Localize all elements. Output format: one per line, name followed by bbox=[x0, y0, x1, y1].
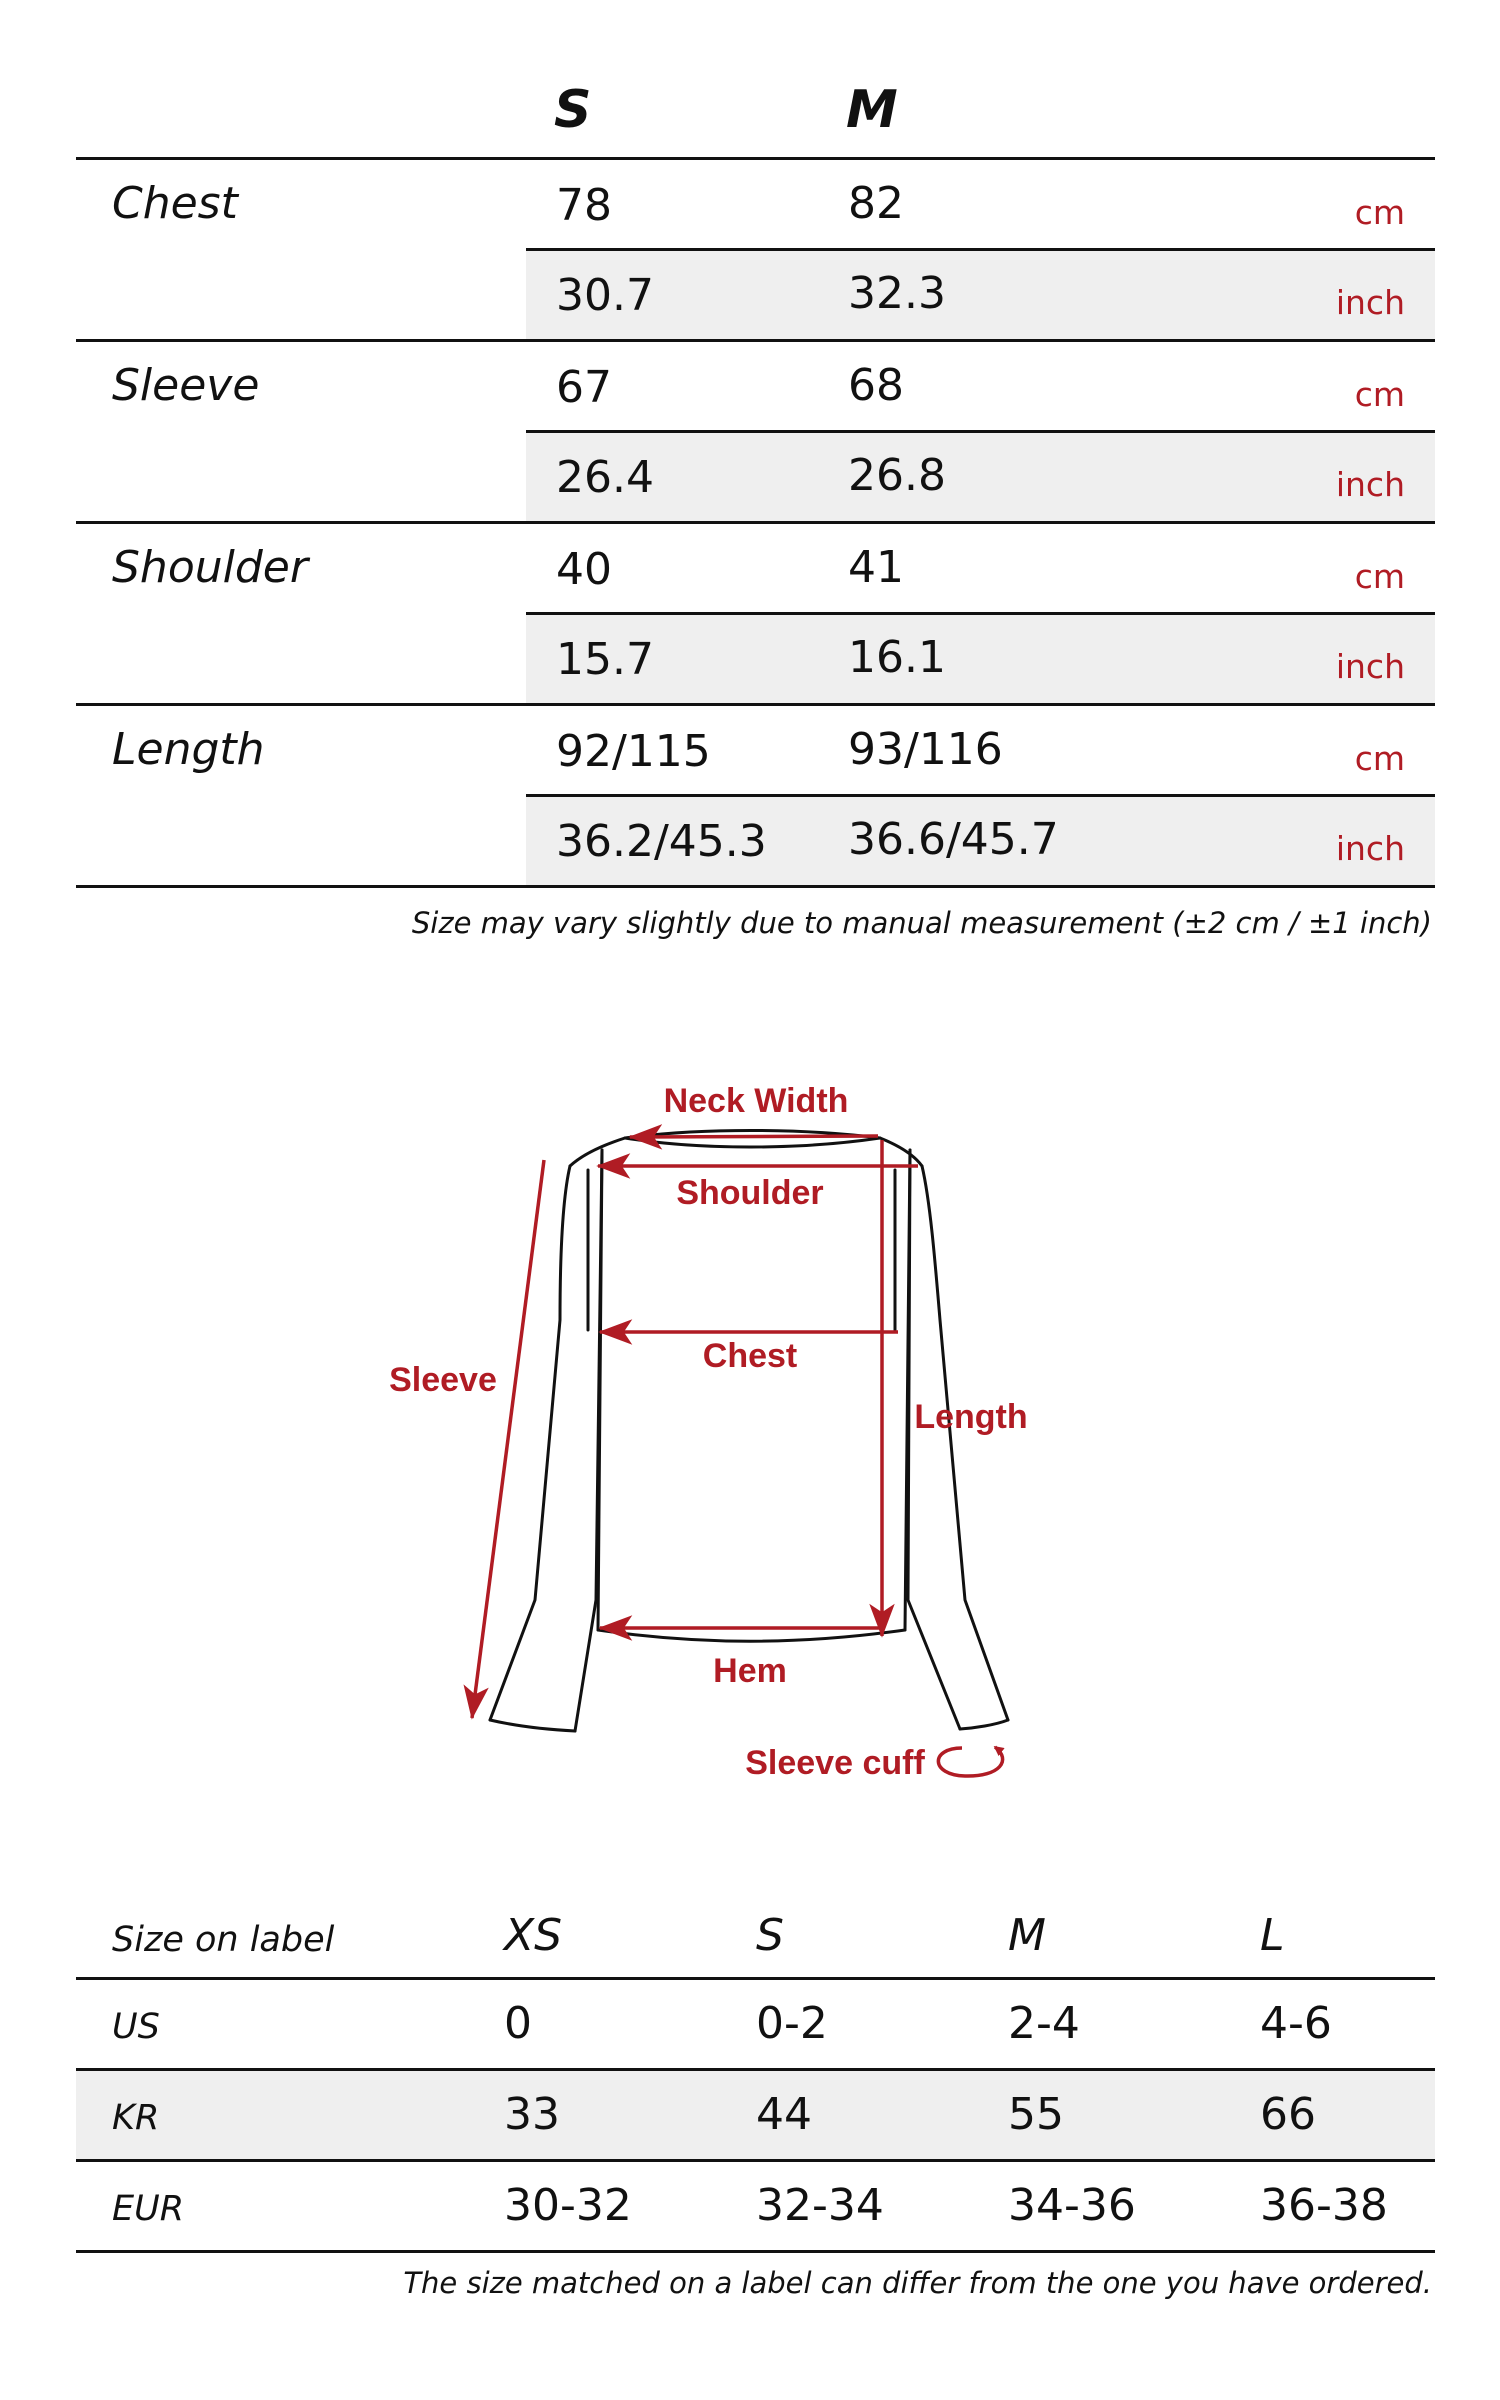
unit-cm: cm bbox=[1354, 193, 1405, 232]
label-neck-width: Neck Width bbox=[663, 1082, 849, 1120]
divider bbox=[526, 794, 1435, 797]
length-cm-m: 93/116 bbox=[848, 724, 1003, 775]
cardigan-illustration bbox=[0, 1000, 1500, 1800]
conv-header-s: S bbox=[756, 1910, 784, 1961]
conv-header-m: M bbox=[1008, 1910, 1046, 1961]
divider bbox=[526, 430, 1435, 433]
divider bbox=[76, 885, 1435, 888]
label-size-note: The size matched on a label can differ from the one you have ordered. bbox=[403, 2266, 1432, 2300]
shoulder-inch-m: 16.1 bbox=[848, 632, 946, 683]
length-cm-s: 92/115 bbox=[556, 726, 711, 777]
divider bbox=[526, 248, 1435, 251]
chest-inch-m: 32.3 bbox=[848, 268, 946, 319]
unit-inch: inch bbox=[1335, 465, 1405, 504]
divider bbox=[526, 612, 1435, 615]
shoulder-cm-m: 41 bbox=[848, 542, 904, 593]
unit-cm: cm bbox=[1354, 375, 1405, 414]
label-sleeve: Sleeve bbox=[389, 1361, 497, 1399]
eur-xs: 30-32 bbox=[504, 2180, 632, 2231]
unit-cm: cm bbox=[1354, 739, 1405, 778]
measure-label-sleeve: Sleeve bbox=[112, 360, 260, 411]
sleeve-inch-s: 26.4 bbox=[556, 452, 654, 503]
size-conversion-table bbox=[76, 1880, 1435, 2300]
eur-l: 36-38 bbox=[1260, 2180, 1388, 2231]
eur-s: 32-34 bbox=[756, 2180, 884, 2231]
eur-m: 34-36 bbox=[1008, 2180, 1136, 2231]
row-shade bbox=[526, 614, 1435, 704]
garment-diagram bbox=[0, 1000, 1500, 1800]
row-shade bbox=[526, 250, 1435, 340]
us-xs: 0 bbox=[504, 1998, 532, 2049]
row-shade bbox=[526, 432, 1435, 522]
label-hem: Hem bbox=[713, 1652, 787, 1690]
chest-inch-s: 30.7 bbox=[556, 270, 654, 321]
neck-width-arrow bbox=[630, 1136, 878, 1137]
sleeve-cuff-arrow bbox=[938, 1747, 1002, 1776]
unit-cm: cm bbox=[1354, 557, 1405, 596]
divider bbox=[76, 521, 1435, 524]
sleeve-cm-s: 67 bbox=[556, 362, 612, 413]
size-header-m: M bbox=[846, 80, 898, 140]
label-sleeve-cuff: Sleeve cuff bbox=[745, 1744, 925, 1782]
length-inch-s: 36.2/45.3 bbox=[556, 816, 767, 867]
kr-xs: 33 bbox=[504, 2089, 560, 2140]
region-eur: EUR bbox=[112, 2189, 185, 2229]
unit-inch: inch bbox=[1335, 283, 1405, 322]
sleeve-cm-m: 68 bbox=[848, 360, 904, 411]
label-length: Length bbox=[914, 1398, 1028, 1436]
chest-cm-m: 82 bbox=[848, 178, 904, 229]
length-inch-m: 36.6/45.7 bbox=[848, 814, 1059, 865]
conv-header-l: L bbox=[1260, 1910, 1285, 1961]
kr-s: 44 bbox=[756, 2089, 812, 2140]
region-kr: KR bbox=[112, 2098, 160, 2138]
us-s: 0-2 bbox=[756, 1998, 828, 2049]
size-header-s: S bbox=[554, 80, 592, 140]
shoulder-cm-s: 40 bbox=[556, 544, 612, 595]
sleeve-inch-m: 26.8 bbox=[848, 450, 946, 501]
measure-label-shoulder: Shoulder bbox=[112, 542, 308, 593]
divider bbox=[76, 339, 1435, 342]
unit-inch: inch bbox=[1335, 829, 1405, 868]
divider bbox=[76, 703, 1435, 706]
kr-l: 66 bbox=[1260, 2089, 1316, 2140]
label-chest: Chest bbox=[702, 1337, 798, 1375]
sleeve-arrow bbox=[472, 1160, 544, 1718]
unit-inch: inch bbox=[1335, 647, 1405, 686]
divider bbox=[76, 157, 1435, 160]
size-on-label-header: Size on label bbox=[112, 1920, 335, 1960]
divider bbox=[76, 2159, 1435, 2162]
measurement-note: Size may vary slightly due to manual measurement (±2 cm / ±1 inch) bbox=[411, 906, 1432, 940]
us-l: 4-6 bbox=[1260, 1998, 1332, 2049]
kr-m: 55 bbox=[1008, 2089, 1064, 2140]
region-us: US bbox=[112, 2007, 160, 2047]
divider bbox=[76, 2068, 1435, 2071]
measure-label-length: Length bbox=[112, 724, 265, 775]
conv-header-xs: XS bbox=[504, 1910, 563, 1961]
chest-cm-s: 78 bbox=[556, 180, 612, 231]
us-m: 2-4 bbox=[1008, 1998, 1080, 2049]
label-shoulder: Shoulder bbox=[676, 1174, 824, 1212]
size-table bbox=[76, 0, 1435, 900]
divider bbox=[76, 2250, 1435, 2253]
shoulder-inch-s: 15.7 bbox=[556, 634, 654, 685]
measure-label-chest: Chest bbox=[112, 178, 238, 229]
divider bbox=[76, 1977, 1435, 1980]
